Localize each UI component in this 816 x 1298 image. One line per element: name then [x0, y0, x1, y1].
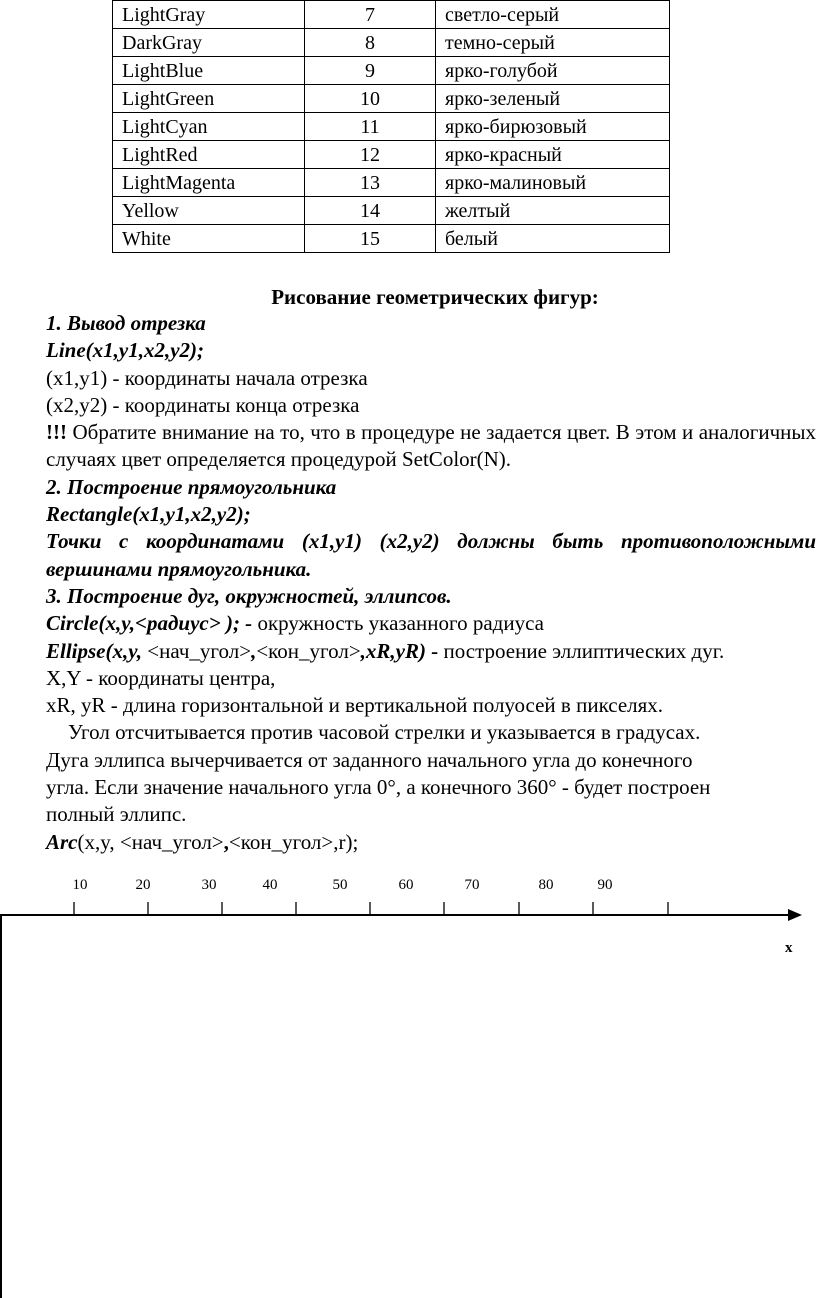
color-name-cell: White [113, 225, 305, 253]
color-ru-cell: ярко-малиновый [436, 169, 670, 197]
table-row [113, 197, 670, 225]
angle-desc-3: угла. Если значение начального угла 0°, а конечного 360° - будет построен [46, 775, 711, 800]
circle-desc: окружность указанного радиуса [252, 611, 544, 636]
table-row [113, 29, 670, 57]
color-table [112, 0, 670, 253]
color-note [46, 419, 816, 474]
axis-tick-label: 20 [135, 877, 151, 893]
table-row [113, 85, 670, 113]
color-name-cell: Yellow [113, 197, 305, 225]
coordinate-axes [0, 860, 816, 1298]
ellipse-line [46, 638, 816, 665]
line-code: Line(x1,y1,x2,y2); [46, 338, 205, 363]
color-ru-cell: ярко-зеленый [436, 85, 670, 113]
color-name-cell: DarkGray [113, 29, 305, 57]
axis-tick-label: 70 [464, 877, 480, 893]
arc-args-2: <кон_угол>,r); [228, 829, 359, 854]
rectangle-code: Rectangle(x1,y1,x2,y2); [46, 502, 251, 527]
color-code-cell: 13 [305, 169, 436, 197]
ellipse-rest: ,xR,yR) - [360, 638, 439, 663]
line-start-desc: (x1,y1) - координаты начала отрезка [46, 365, 368, 390]
color-name-cell: LightGreen [113, 85, 305, 113]
axis-tick-label: 80 [538, 877, 554, 893]
line-end-desc: (x2,y2) - координаты конца отрезка [46, 392, 360, 417]
arc-args: (x,y, <нач_угол> [77, 829, 224, 854]
color-name-cell: LightBlue [113, 57, 305, 85]
axis-tick-label: 10 [72, 877, 88, 893]
axis-tick-label: 40 [262, 877, 278, 893]
table-row [113, 169, 670, 197]
color-name-cell: LightRed [113, 141, 305, 169]
table-row [113, 225, 670, 253]
color-code-cell: 11 [305, 113, 436, 141]
arc-code: Arc [46, 829, 78, 854]
note-mark: !!! [46, 420, 67, 445]
arc-sep: , [223, 829, 229, 854]
color-ru-cell: светло-серый [436, 1, 670, 29]
arc-line [46, 829, 816, 856]
arcs-heading: 3. Построение дуг, окружностей, эллипсов. [46, 583, 452, 608]
angle-desc-4: полный эллипс. [46, 802, 187, 827]
color-name-cell: LightMagenta [113, 169, 305, 197]
x-axis-label: x [785, 940, 793, 956]
color-code-cell: 12 [305, 141, 436, 169]
angle-desc-2: Дуга эллипса вычерчивается от заданного начального угла до конечного [46, 747, 693, 772]
color-name-cell: LightCyan [113, 113, 305, 141]
color-ru-cell: белый [436, 225, 670, 253]
color-code-cell: 9 [305, 57, 436, 85]
rectangle-desc: Точки с координатами (x1,y1) (x2,y2) должны быть противоположными вершинами прямоугольника. [46, 529, 816, 581]
circle-code: Circle(x,y,<радиус> ); - [46, 611, 253, 636]
angle-desc-1: Угол отсчитывается против часовой стрелки и указывается в градусах. [68, 720, 701, 745]
radii-desc: xR, yR - длина горизонтальной и вертикальной полуосей в пикселях. [46, 693, 664, 718]
table-row [113, 141, 670, 169]
color-ru-cell: темно-серый [436, 29, 670, 57]
color-ru-cell: желтый [436, 197, 670, 225]
color-ru-cell: ярко-бирюзовый [436, 113, 670, 141]
ellipse-code: Ellipse(x,y, [46, 638, 143, 663]
ellipse-desc: построение эллиптических дуг. [438, 638, 725, 663]
color-code-cell: 7 [305, 1, 436, 29]
color-code-cell: 10 [305, 85, 436, 113]
table-row [113, 113, 670, 141]
ellipse-start-angle: <нач_угол> [142, 638, 252, 663]
axis-tick-label: 50 [332, 877, 348, 893]
color-ru-cell: ярко-красный [436, 141, 670, 169]
table-row [113, 57, 670, 85]
note-text: Обратите внимание на то, что в процедуре не задается цвет. В этом и аналогичных случаях цвет определяется процедурой SetColor(N). [46, 420, 816, 472]
color-code-cell: 14 [305, 197, 436, 225]
color-name-cell: LightGray [113, 1, 305, 29]
color-ru-cell: ярко-голубой [436, 57, 670, 85]
axis-tick-label: 30 [201, 877, 217, 893]
circle-line [46, 610, 816, 637]
line-heading: 1. Вывод отрезка [46, 311, 206, 335]
ellipse-end-angle: <кон_угол> [256, 638, 361, 663]
color-code-cell: 15 [305, 225, 436, 253]
x-axis-arrow-icon [788, 909, 802, 921]
color-code-cell: 8 [305, 29, 436, 57]
axis-tick-label: 60 [398, 877, 414, 893]
table-row [113, 1, 670, 29]
document-body [46, 310, 816, 856]
section-title: Рисование геометрических фигур: [271, 285, 599, 309]
center-desc: X,Y - координаты центра, [46, 665, 276, 690]
axis-tick-label: 90 [597, 877, 613, 893]
rectangle-heading: 2. Построение прямоугольника [46, 474, 337, 499]
ellipse-sep: , [251, 638, 257, 663]
